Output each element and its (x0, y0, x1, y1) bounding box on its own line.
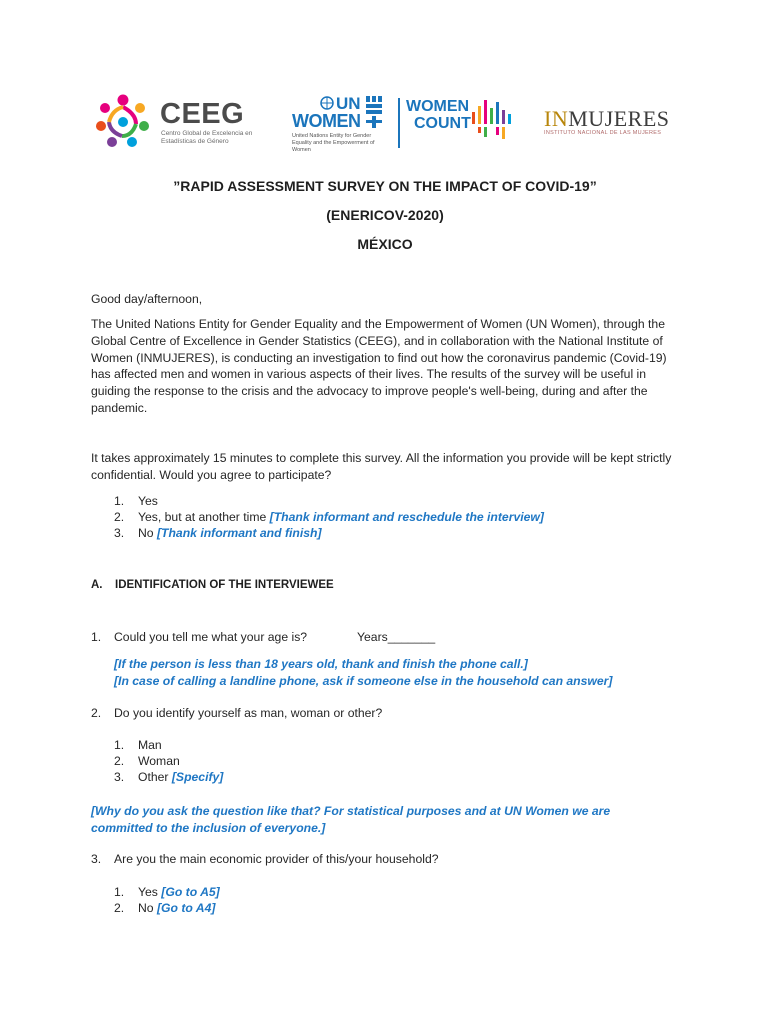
answer-option (114, 900, 215, 917)
inmujeres-logo-text (544, 106, 670, 132)
ceeg-logo-text: CEEG (160, 98, 245, 130)
option-number: 2. (114, 901, 125, 915)
answer-option (114, 884, 220, 901)
ceeg-emblem-icon (92, 92, 154, 150)
un-women-subtitle: United Nations Entity for Gender Equality and the Empowerment of Women (292, 133, 375, 153)
option-number: 1. (114, 885, 125, 899)
option-label: No (138, 526, 154, 540)
interviewer-note: [Specify] (171, 770, 224, 784)
ceeg-logo (92, 92, 257, 150)
un-globe-icon (320, 96, 334, 110)
question-text: Could you tell me what your age is? (114, 630, 308, 644)
answer-option (114, 753, 180, 770)
survey-country: MÉXICO (357, 236, 413, 252)
question-3 (91, 852, 439, 866)
interviewer-note: [Thank informant and reschedule the interview] (269, 510, 544, 524)
un-women-logo (292, 94, 397, 153)
logo-divider (398, 98, 400, 148)
women-count-line1: WOMEN (406, 98, 470, 115)
option-label: Other (138, 770, 169, 784)
women-count-bars-icon (470, 98, 514, 142)
question-2 (91, 706, 382, 720)
inmujeres-logo-subtitle: INSTITUTO NACIONAL DE LAS MUJERES (544, 130, 662, 136)
question-text: Are you the main economic provider of this/your household? (114, 852, 439, 866)
consent-paragraph: It takes approximately 15 minutes to complete this survey. All the information you provide will be kept strictly confidential. Would you agree to participate? (91, 451, 672, 482)
intro-paragraph: The United Nations Entity for Gender Equality and the Empowerment of Women (UN Women), through the Global Centre of Excellence in Gender Statistics (CEEG), and in collaboration with the National Institute of Women (INMUJERES), is conducting an investigation to find out how the coronavirus pandemic (Covid-19) has affected men and women in various aspects of their lives. The results of the survey will be useful in guiding the response to the crisis and the advocacy to improve people's well-being, during and after the pandemic. (91, 317, 667, 415)
consent-option (114, 525, 322, 542)
section-title: IDENTIFICATION OF THE INTERVIEWEE (115, 579, 334, 591)
inmujeres-logo-text-in: IN (544, 106, 569, 131)
age-years-field[interactable]: Years_______ (357, 630, 436, 644)
option-label: Yes (138, 885, 158, 899)
option-label: Yes, but at another time (138, 510, 267, 524)
option-label: Man (138, 738, 162, 752)
women-count-line2: COUNT (414, 115, 471, 132)
option-number: 1. (114, 738, 125, 752)
answer-option (114, 737, 162, 754)
section-letter: A. (91, 579, 103, 591)
interviewer-note: [If the person is less than 18 years old, thank and finish the phone call.] (114, 657, 528, 671)
option-number: 2. (114, 754, 125, 768)
inmujeres-logo (544, 106, 694, 146)
women-count-logo (406, 98, 526, 148)
option-number: 3. (114, 526, 125, 540)
option-number: 2. (114, 510, 125, 524)
un-women-symbol-icon (366, 96, 384, 130)
un-women-un-text: UN (336, 94, 361, 113)
option-label: Yes (138, 494, 158, 508)
logo-strip (92, 92, 692, 152)
option-label: Woman (138, 754, 180, 768)
answer-option (114, 769, 223, 786)
option-number: 3. (114, 770, 125, 784)
greeting-text: Good day/afternoon, (91, 292, 203, 306)
un-women-women-text: WOMEN (292, 111, 361, 131)
inmujeres-logo-text-rest: MUJERES (568, 106, 670, 131)
question-text: Do you identify yourself as man, woman or other? (114, 706, 383, 720)
interviewer-note: [In case of calling a landline phone, ask if someone else in the household can answer] (114, 674, 613, 688)
consent-option (114, 509, 544, 526)
question-1 (91, 630, 307, 644)
consent-option (114, 493, 158, 510)
section-a-heading (91, 579, 334, 591)
interviewer-note: [Why do you ask the question like that? For statistical purposes and at UN Women we are committed to the inclusion of everyone.] (91, 804, 611, 835)
survey-code: (ENERICOV-2020) (326, 207, 444, 223)
question-number: 3. (91, 852, 102, 866)
interviewer-note: [Go to A4] (156, 901, 216, 915)
ceeg-logo-subtitle: Centro Global de Excelencia en Estadísticas de Género (161, 130, 253, 145)
survey-title: ”RAPID ASSESSMENT SURVEY ON THE IMPACT OF COVID-19” (173, 178, 597, 194)
option-label: No (138, 901, 154, 915)
interviewer-note: [Thank informant and finish] (156, 526, 322, 540)
question-number: 1. (91, 630, 102, 644)
interviewer-note: [Go to A5] (161, 885, 220, 899)
option-number: 1. (114, 494, 125, 508)
question-number: 2. (91, 706, 102, 720)
